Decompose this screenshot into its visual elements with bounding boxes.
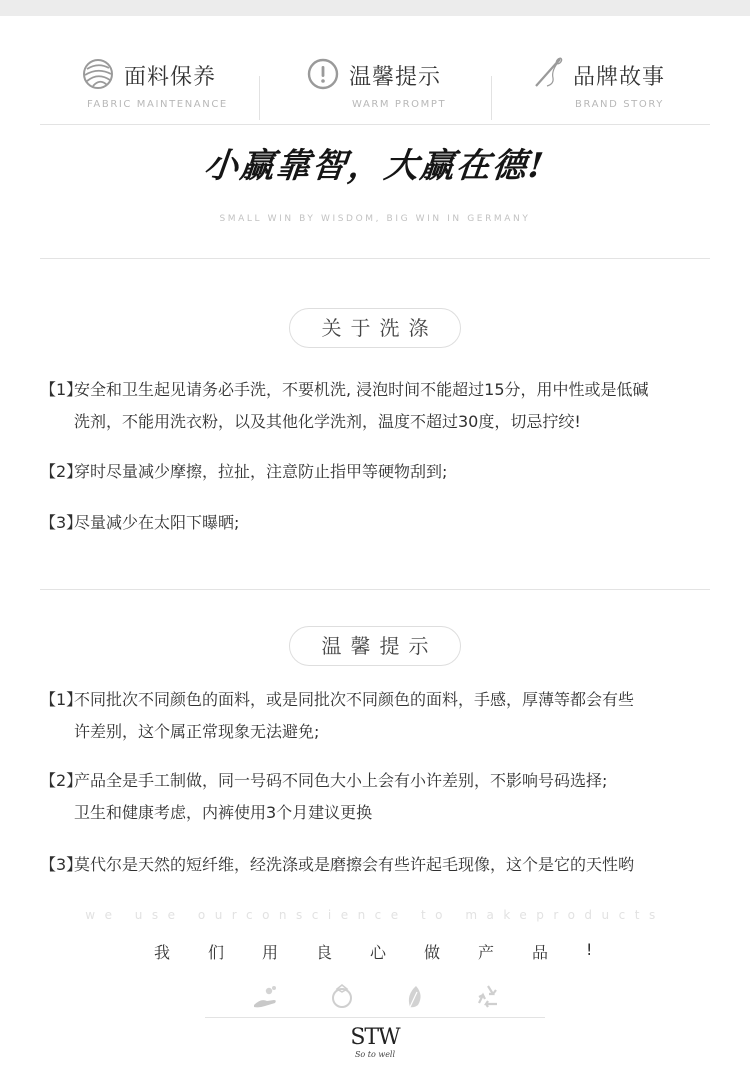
yarn-ball-icon [82, 58, 114, 90]
item-text-continued: 卫生和健康考虑，内裤使用3个月建议更换 [74, 803, 373, 822]
list-item [40, 507, 720, 539]
brand-logo [337, 1026, 413, 1066]
motto-char: 产 [478, 943, 495, 962]
item-text: 莫代尔是天然的短纤维，经洗涤或是磨擦会有些许起毛现像，这个是它的天性哟 [74, 855, 635, 874]
item-text: 安全和卫生起见请务必手洗，不要机洗, 浸泡时间不能超过15分，用中性或是低碱 [74, 380, 649, 399]
tab-divider [259, 76, 260, 120]
tab-label-cn: 面料保养 [124, 65, 217, 90]
motto-char: 品 [532, 943, 549, 962]
item-text: 产品全是手工制做，同一号码不同色大小上会有小许差别，不影响号码选择; [74, 771, 608, 790]
tab-label-en: FABRIC MAINTENANCE [87, 99, 228, 110]
item-text: 不同批次不同颜色的面料，或是同批次不同颜色的面料，手感，厚薄等都会有些 [74, 690, 635, 709]
footer-divider [205, 1017, 545, 1018]
motto-char: ! [586, 940, 593, 959]
motto-char: 们 [208, 943, 225, 962]
tab-label-cn: 温馨提示 [349, 65, 442, 90]
tab-label-cn: 品牌故事 [573, 65, 666, 90]
header-tabs [40, 40, 710, 124]
tab-fabric-maintenance[interactable] [80, 40, 280, 124]
ring-icon [328, 983, 356, 1009]
motto-char: 我 [154, 943, 171, 962]
brand-logo-text: STW [350, 1025, 400, 1050]
divider [40, 258, 710, 259]
recycle-icon [474, 983, 502, 1009]
brand-tagline: So to well [354, 1050, 396, 1059]
needle-thread-icon [533, 56, 565, 88]
item-text: 尽量减少在太阳下曝晒; [74, 513, 240, 532]
motto-char: 用 [262, 943, 279, 962]
section-title-text: 关于洗涤 [321, 316, 438, 340]
motto-char: 做 [424, 943, 441, 962]
item-text-continued: 许差别，这个属正常现象无法避免; [74, 722, 320, 741]
item-text: 穿时尽量减少摩擦，拉扯，注意防止指甲等硬物刮到; [74, 462, 448, 481]
exclamation-circle-icon [307, 58, 339, 90]
footer-english-motto: we use ourconscience to makeproducts [85, 908, 665, 922]
item-text-continued: 洗剂，不能用洗衣粉，以及其他化学洗剂，温度不超过30度，切忌拧绞! [74, 412, 581, 431]
item-number: 【3】 [40, 855, 83, 874]
item-number: 【1】 [40, 690, 83, 709]
motto-char: 心 [370, 943, 387, 962]
section-title-tips [289, 626, 461, 666]
list-item [40, 765, 720, 829]
motto-char: 良 [316, 943, 333, 962]
item-number: 【3】 [40, 513, 83, 532]
footer-icons [252, 983, 502, 1009]
tab-label-en: BRAND STORY [575, 99, 664, 110]
divider [40, 589, 710, 590]
divider [40, 124, 710, 125]
item-number: 【2】 [40, 771, 83, 790]
footer-chinese-motto [150, 940, 630, 964]
item-number: 【2】 [40, 462, 83, 481]
leaf-icon [402, 983, 430, 1009]
section-title-text: 温馨提示 [321, 634, 438, 658]
slogan-english: SMALL WIN BY WISDOM, BIG WIN IN GERMANY [219, 214, 531, 224]
hand-care-icon [252, 983, 280, 1009]
tab-warm-prompt[interactable] [305, 40, 475, 124]
list-item [40, 849, 720, 881]
tab-divider [491, 76, 492, 120]
top-bar [0, 0, 750, 16]
list-item [40, 374, 720, 438]
item-number: 【1】 [40, 380, 83, 399]
slogan-calligraphy: 小赢靠智，大赢在德! [202, 146, 548, 186]
list-item [40, 456, 720, 488]
section-title-washing [289, 308, 461, 348]
tab-label-en: WARM PROMPT [352, 99, 447, 110]
tab-brand-story[interactable] [533, 40, 710, 124]
list-item [40, 684, 720, 748]
